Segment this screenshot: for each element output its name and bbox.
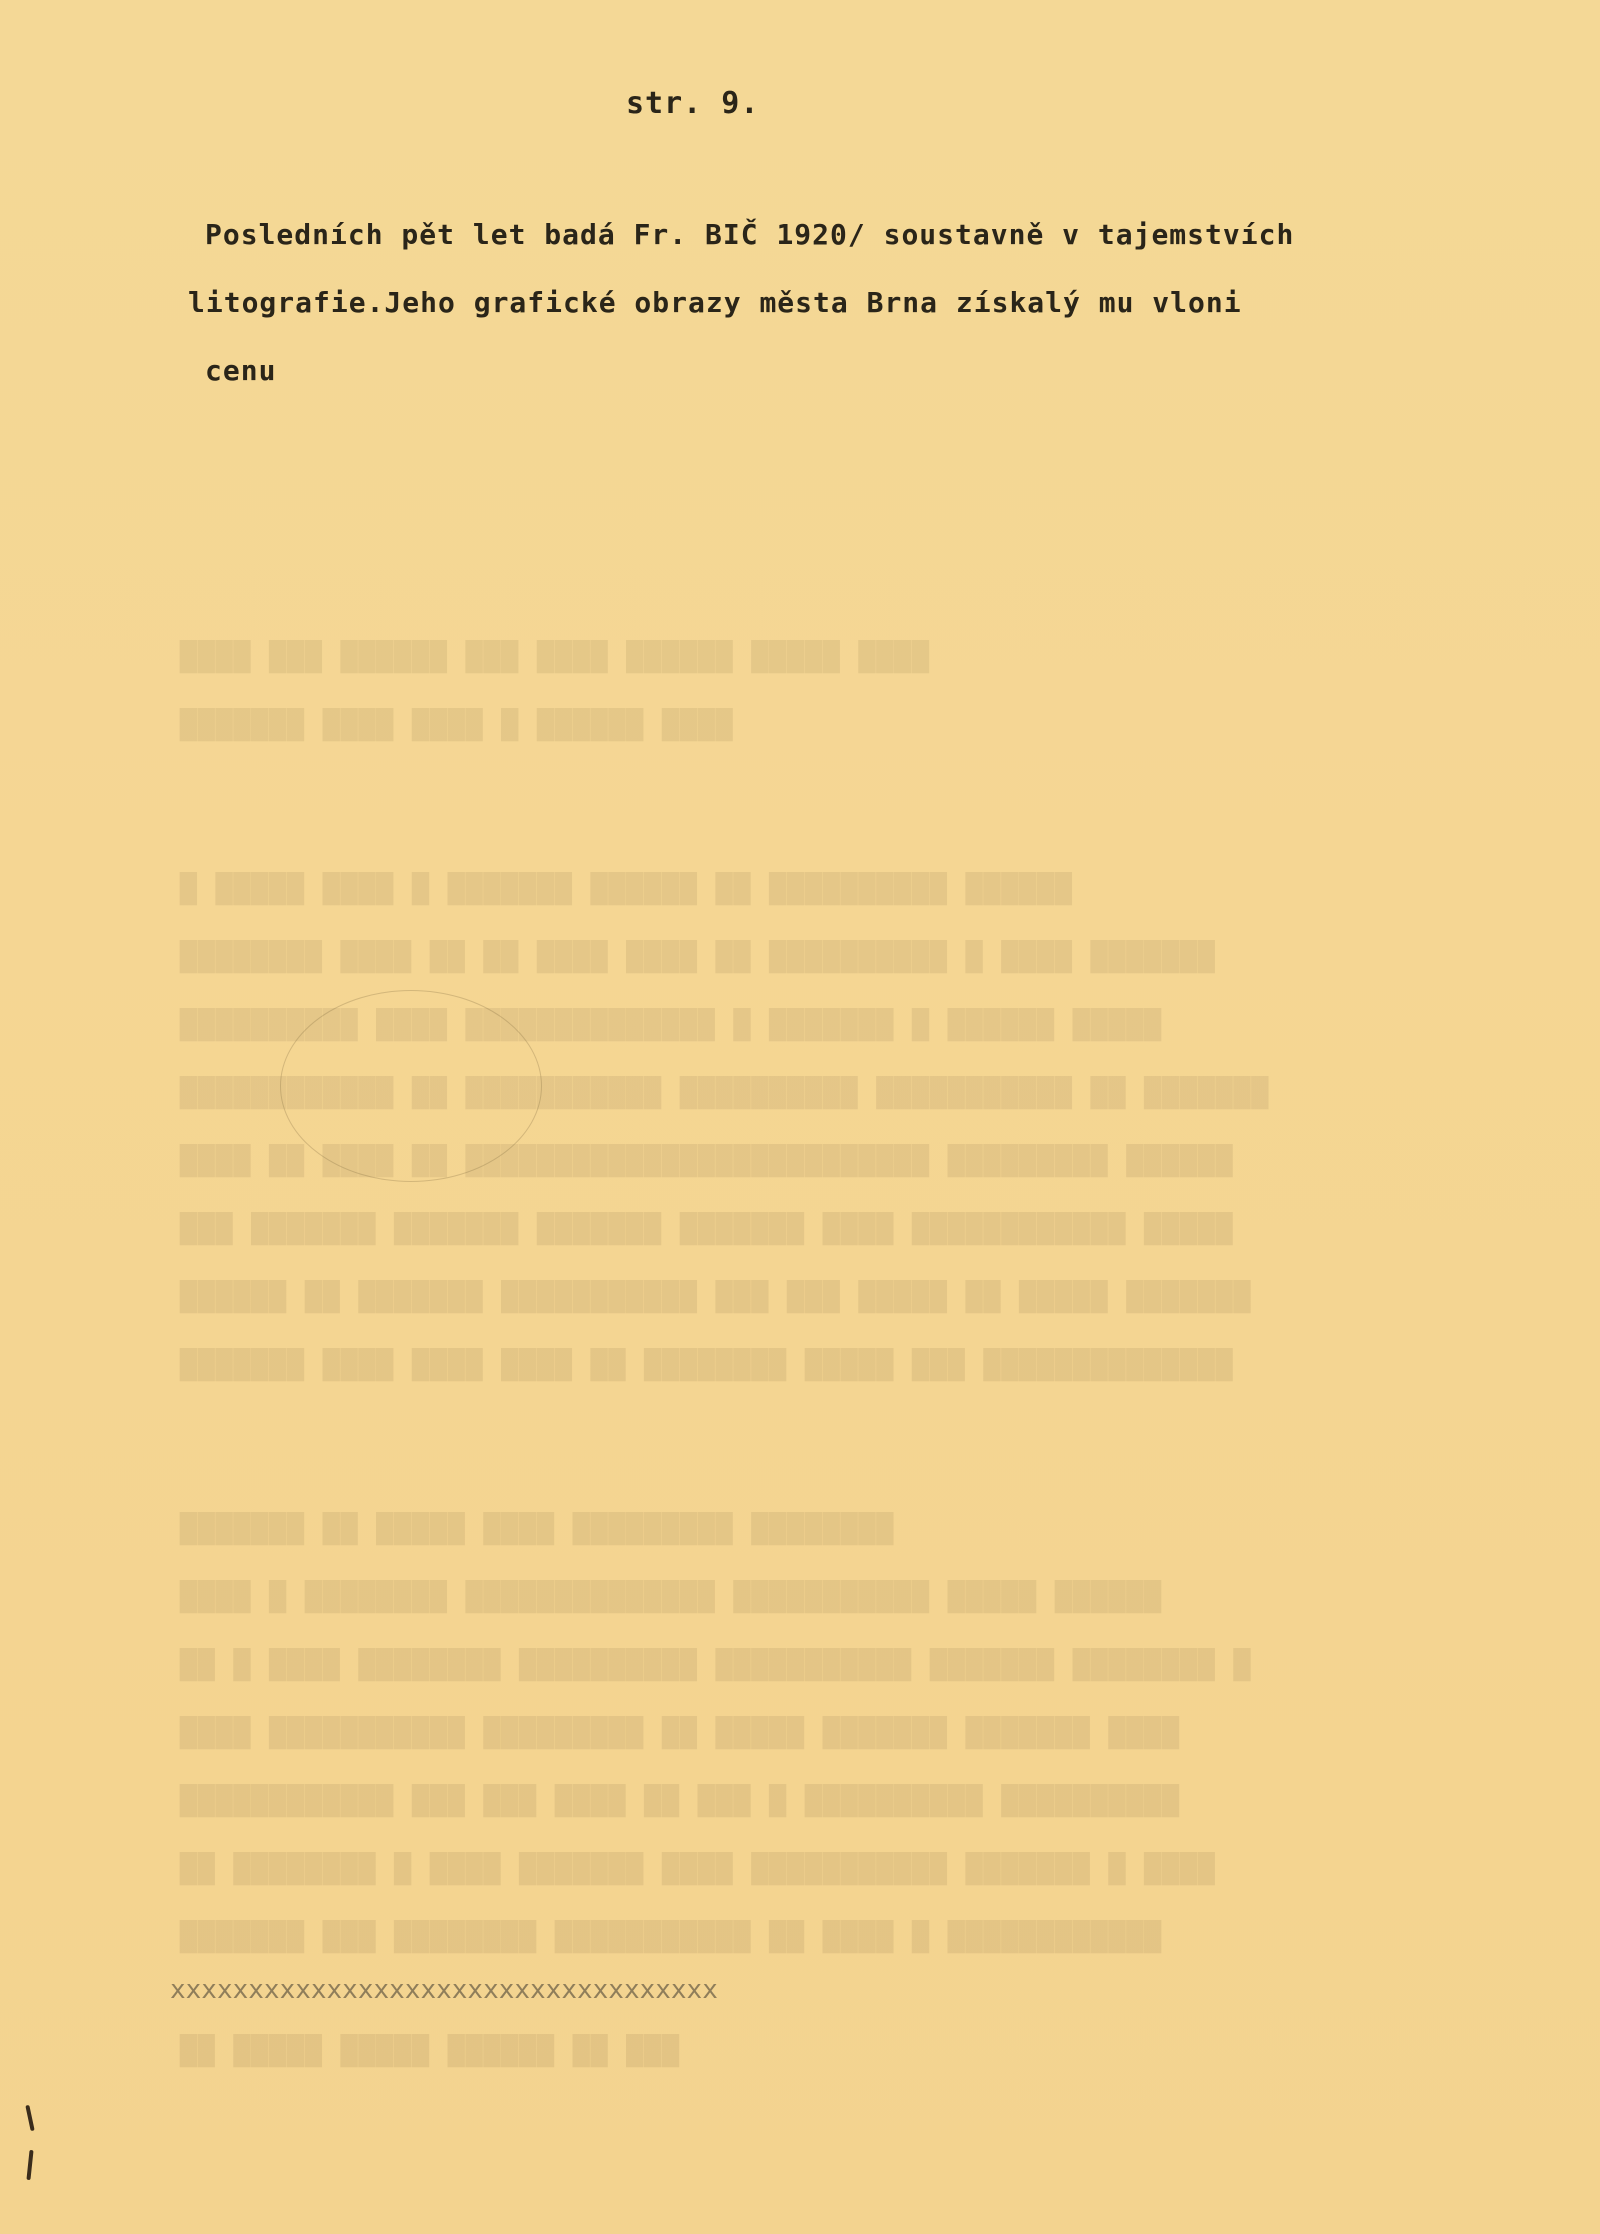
bleed-through-text: ████████████ ██ ███████████ ██████████ ███████████ ██ ███████ (180, 1076, 1270, 1109)
bleed-through-text: ██ █ ████ ████████ ██████████ ███████████ ███████ ████████ █ (180, 1648, 1252, 1681)
paragraph-line-2: litografie.Jeho grafické obrazy města Brna získalý mu vloni (188, 286, 1242, 319)
bleed-through-text: ███████ ████ ████ █ ██████ ████ (180, 708, 734, 741)
bleed-through-text: ███████ ████ ████ ████ ██ ████████ █████ ███ ██████████████ (180, 1348, 1234, 1381)
bleed-through-text: ███████ ███ ████████ ███████████ ██ ████ █ ████████████ (180, 1920, 1163, 1953)
paragraph-line-1: Posledních pět let badá Fr. BIČ 1920/ soustavně v tajemstvích (205, 218, 1295, 251)
bleed-through-text: ███████ ██ █████ ████ █████████ ████████ (180, 1512, 895, 1545)
bleed-through-text: ███ ███████ ███████ ███████ ███████ ████ ████████████ █████ (180, 1212, 1234, 1245)
bleed-through-text: █ █████ ████ █ ███████ ██████ ██ ██████████ ██████ (180, 872, 1073, 905)
paragraph-line-3: cenu (205, 354, 277, 387)
bleed-through-text: ██████ ██ ███████ ███████████ ███ ███ █████ ██ █████ ███████ (180, 1280, 1252, 1313)
faint-circle-mark (280, 990, 542, 1182)
bleed-through-text: ██████████ ████ ██████████████ █ ███████ █ ██████ █████ (180, 1008, 1163, 1041)
bleed-through-text: ██ █████ █████ ██████ ██ ███ (180, 2034, 681, 2067)
bleed-through-text: ████ ███████████ █████████ ██ █████ ███████ ███████ ████ (180, 1716, 1181, 1749)
margin-mark (26, 2150, 33, 2180)
bleed-through-text: ████████████ ███ ███ ████ ██ ███ █ ██████████ ██████████ (180, 1784, 1181, 1817)
page-number: str. 9. (626, 86, 760, 121)
bleed-through-text: ██ ████████ █ ████ ███████ ████ ███████████ ███████ █ ████ (180, 1852, 1216, 1885)
bleed-through-text: ████████ ████ ██ ██ ████ ████ ██ ██████████ █ ████ ███████ (180, 940, 1216, 973)
margin-mark (25, 2105, 34, 2131)
bleed-through-text: ████ ██ ████ ██ ██████████████████████████ █████████ ██████ (180, 1144, 1234, 1177)
bleed-through-text: ████ █ ████████ ██████████████ ███████████ █████ ██████ (180, 1580, 1163, 1613)
bleed-through-text: ████ ███ ██████ ███ ████ ██████ █████ ████ (180, 640, 931, 673)
struck-out-line: xxxxxxxxxxxxxxxxxxxxxxxxxxxxxxxxxxx (170, 1975, 718, 2005)
